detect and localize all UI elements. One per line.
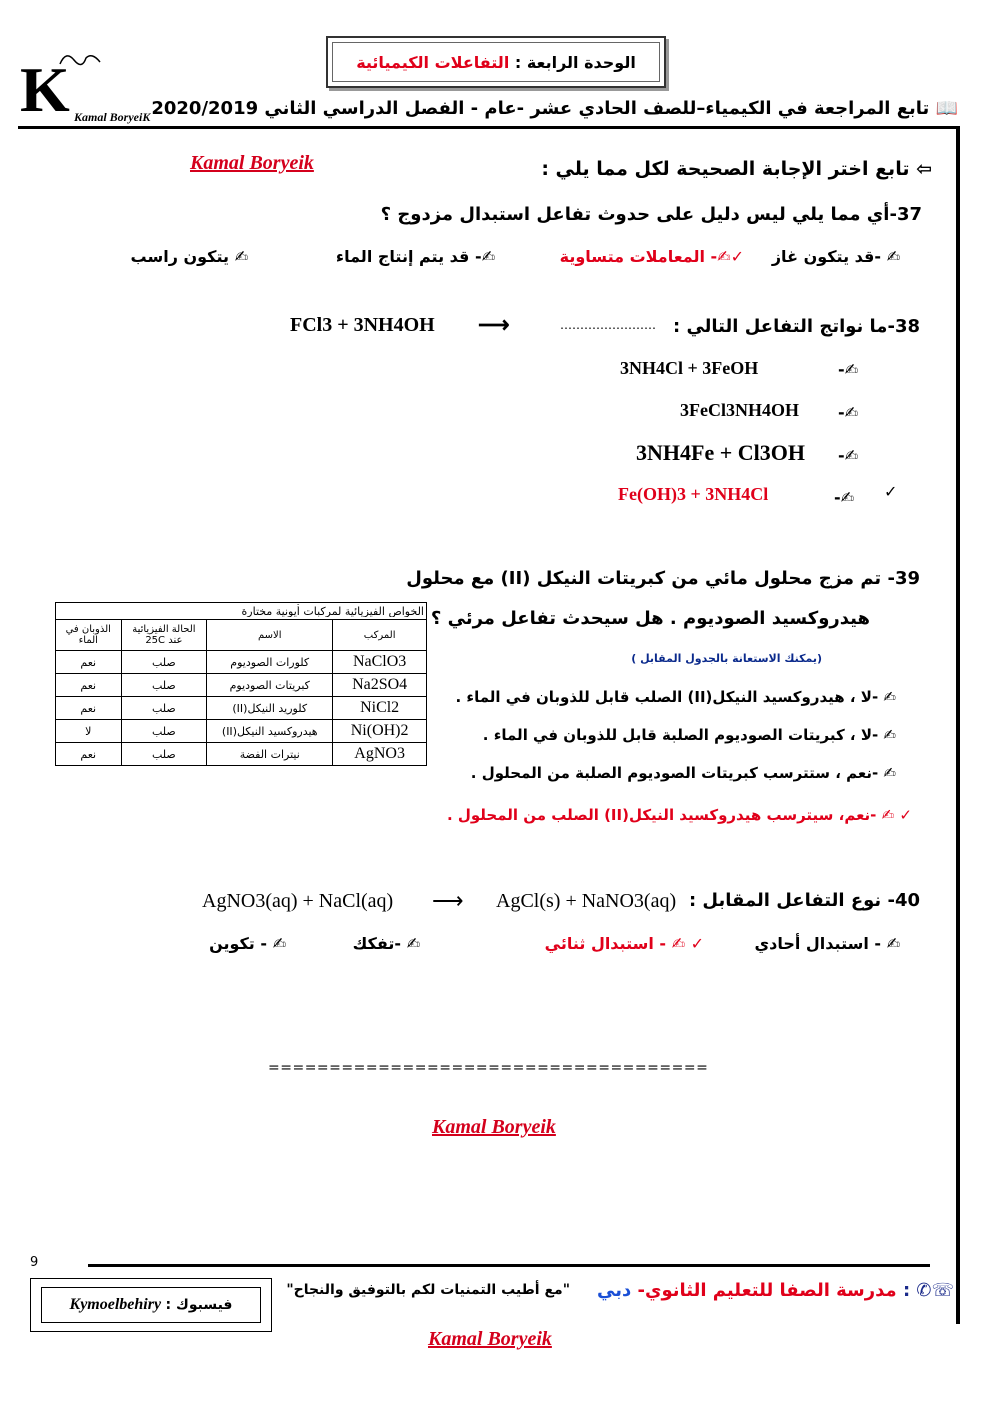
table-cell-state: صلب <box>121 697 207 720</box>
separator-line: ==================================== <box>268 1060 709 1076</box>
q39-option-d[interactable]: ✓ ✍ -نعم، سيترسب هيدروكسيد النيكل(II) الصلب من المحلول . <box>446 806 912 824</box>
facebook-handle[interactable]: Kymoelbehiry <box>69 1296 162 1313</box>
table-cell-name: كلوريد النيكل(II) <box>207 697 333 720</box>
q38-arrow: ⟶ <box>478 312 510 337</box>
q38-check-icon: ✓ <box>884 482 898 501</box>
table-cell-formula: NiCl2 <box>333 697 427 720</box>
table-cell-name: هيدروكسيد النيكل(II) <box>207 720 333 743</box>
question-39-line2: هيدروكسيد الصوديوم . هل سيحدث تفاعل مرئي ؟ <box>430 608 870 629</box>
q38-equation: FCl3 + 3NH4OH <box>290 314 435 336</box>
unit-label: الوحدة الرابعة : <box>514 52 636 72</box>
facebook-box <box>30 1278 272 1332</box>
q40-equation-right: AgCl(s) + NaNO3(aq) <box>496 890 677 912</box>
q38-option-b[interactable]: 3FeCl3NH4OH <box>680 400 799 420</box>
q38-marker-c: -✍ <box>838 446 859 465</box>
table-cell-name: كلورات الصوديوم <box>207 651 333 674</box>
q40-equation-left: AgNO3(aq) + NaCl(aq) <box>202 890 394 912</box>
table-cell-formula: Na2SO4 <box>333 674 427 697</box>
q39-option-a[interactable]: ✍ -لا ، هيدروكسيد النيكل(II) الصلب قابل للذوبان في الماء . <box>455 688 896 706</box>
q38-marker-d: -✍ <box>834 488 855 507</box>
table-row <box>56 697 427 720</box>
question-39-line1: 39- تم مزج محلول مائي من كبريتات النيكل (II) مع محلول <box>406 568 920 589</box>
q40-arrow: ⟶ <box>432 888 464 913</box>
table-cell-state: صلب <box>121 720 207 743</box>
logo-signature-icon <box>56 46 106 72</box>
table-cell-solubility: نعم <box>56 743 122 766</box>
table-cell-solubility: نعم <box>56 674 122 697</box>
page-number: 9 <box>30 1255 39 1270</box>
signature-bottom: Kamal Boryeik <box>428 1328 552 1350</box>
header-divider <box>18 126 960 129</box>
table-cell-solubility: نعم <box>56 651 122 674</box>
q39-option-b[interactable]: ✍ -لا ، كبريتات الصوديوم الصلبة قابل للذوبان في الماء . <box>482 726 896 744</box>
q37-option-b[interactable]: ✓✍- المعاملات متساوية <box>559 247 744 266</box>
q37-option-c[interactable]: ✍- قد يتم إنتاج الماء <box>335 247 495 266</box>
section-title: ⇦ تابع اختر الإجابة الصحيحة لكل مما يلي : <box>541 158 932 180</box>
q40-option-c[interactable]: ✍ -تفكك <box>352 934 420 953</box>
school-city: دبي <box>596 1280 632 1301</box>
table-row <box>56 720 427 743</box>
table-header-row <box>56 620 427 651</box>
logo-letter: K <box>20 54 70 125</box>
table-caption: الخواص الفيزيائية لمركبات أيونية مختارة <box>56 603 427 620</box>
ionic-compounds-table <box>55 602 427 766</box>
unit-title: التفاعلات الكيميائية <box>356 52 510 72</box>
phone-icon: ☏✆ : <box>902 1280 954 1301</box>
q37-option-a[interactable]: ✍ -قد يتكون غاز <box>771 247 900 266</box>
unit-title-box <box>326 36 666 88</box>
question-40: 40- نوع التفاعل المقابل : <box>688 890 920 911</box>
table-header-compound: المركب <box>333 620 427 651</box>
q37-option-d[interactable]: ✍ يتكون راسب <box>130 247 248 266</box>
logo-author: Kamal BoryeiK <box>74 110 151 124</box>
table-cell-state: صلب <box>121 674 207 697</box>
page-subtitle: 📖 تابع المراجعة في الكيمياء–للصف الحادي عشر -عام - الفصل الدراسي الثاني 2020/2019 <box>151 98 958 119</box>
q38-marker-b: -✍ <box>838 403 859 422</box>
table-row <box>56 674 427 697</box>
question-37: 37-أي مما يلي ليس دليل على حدوث تفاعل استبدال مزدوج ؟ <box>380 204 922 225</box>
signature-top: Kamal Boryeik <box>190 152 314 174</box>
table-header-solubility: الذوبان في الماء <box>56 620 122 651</box>
q39-option-c[interactable]: ✍ -نعم ، ستترسب كبريتات الصوديوم الصلبة من المحلول . <box>470 764 896 782</box>
signature-middle: Kamal Boryeik <box>432 1116 556 1138</box>
footer-divider <box>88 1264 930 1267</box>
footer-school-line <box>597 1280 954 1301</box>
school-name: مدرسة الصفا للتعليم الثانوي- <box>637 1280 897 1301</box>
q40-option-a[interactable]: ✍ - استبدال أحادي <box>754 934 900 953</box>
q38-option-d[interactable]: Fe(OH)3 + 3NH4Cl <box>618 484 769 504</box>
table-cell-solubility: لا <box>56 720 122 743</box>
table-header-name: الاسم <box>207 620 333 651</box>
q38-option-c[interactable]: 3NH4Fe + Cl3OH <box>636 440 805 465</box>
table-cell-state: صلب <box>121 651 207 674</box>
table-cell-formula: NaClO3 <box>333 651 427 674</box>
footer-wishes: "مع أطيب التمنيات لكم بالتوفيق والنجاح" <box>286 1282 570 1298</box>
table-caption-row <box>56 603 427 620</box>
page-right-border <box>956 128 960 1324</box>
table-cell-formula: Ni(OH)2 <box>333 720 427 743</box>
table-cell-state: صلب <box>121 743 207 766</box>
q40-option-b[interactable]: ✓ ✍ - استبدال ثنائي <box>544 934 704 953</box>
q38-option-a[interactable]: 3NH4Cl + 3FeOH <box>620 358 759 378</box>
table-cell-name: كبريتات الصوديوم <box>207 674 333 697</box>
q40-option-d[interactable]: ✍ - تكوين <box>209 934 286 953</box>
q38-blank: …………………… <box>560 318 656 332</box>
question-38: 38-ما نواتج التفاعل التالي : <box>672 316 920 337</box>
facebook-label: فيسبوك : <box>165 1297 233 1313</box>
table-cell-name: نيترات الفضة <box>207 743 333 766</box>
q38-marker-a: -✍ <box>838 360 859 379</box>
table-row <box>56 651 427 674</box>
table-header-state: الحالة الفيزيائية عند 25C <box>121 620 207 651</box>
table-cell-solubility: نعم <box>56 697 122 720</box>
table-row <box>56 743 427 766</box>
table-cell-formula: AgNO3 <box>333 743 427 766</box>
q39-hint: (يمكنك الاستعانة بالجدول المقابل ) <box>631 652 822 665</box>
